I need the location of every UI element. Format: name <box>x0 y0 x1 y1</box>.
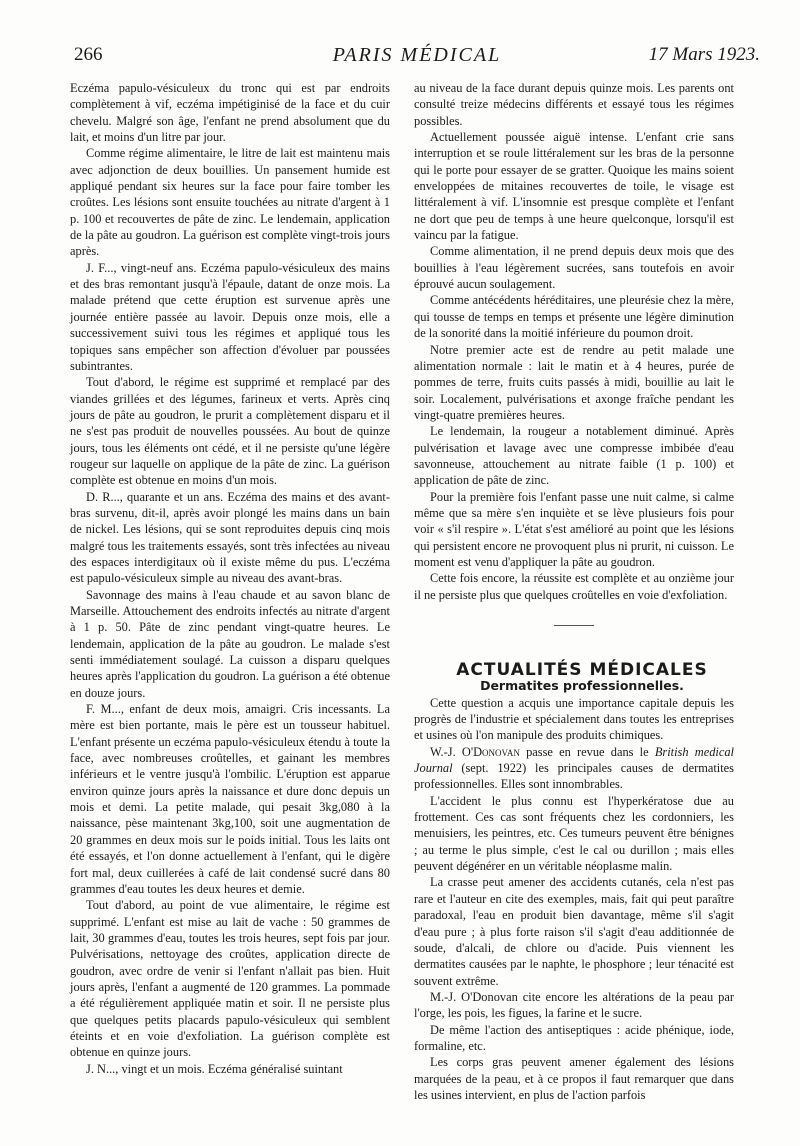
paragraph: au niveau de la face durant depuis quinze mois. Les parents ont consulté treize médecins différents et essayé tous les régimes possibles. <box>414 81 734 128</box>
paragraph: Comme alimentation, il ne prend depuis deux mois que des bouillies à l'eau légèrement sucrées, sans toutefois en avoir éprouvé aucun soulagement. <box>414 244 734 292</box>
section-subtitle: Dermatites professionnelles. <box>480 678 684 694</box>
paragraph: M.-J. O'Donovan cite encore les altérations de la peau par l'orge, les pois, les figues, la farine et le sucre. <box>414 989 734 1021</box>
paragraph: Tout d'abord, au point de vue alimentaire, le régime est supprimé. L'enfant est mise au lait de vache : 50 grammes de lait, 30 grammes d'eau, toutes les trois heures, sept fois par jour. Pulvérisations, nettoyage des croûtes, application directe de goudron, avec ordre de venir si l'enfant n'allait pas bien. Huit jours après, l'enfant a augmenté de 120 grammes. La pommade a été régulièrement appliquée matin et soir. Il ne persiste plus que quelques petits placards papulo-vésiculeux qui semblent éteints et en voie d'exfoliation. La guérison complète est obtenue en quinze jours. <box>70 898 390 1060</box>
text-run: passe en revue dans le <box>519 744 655 759</box>
paragraph: Savonnage des mains à l'eau chaude et au savon blanc de Marseille. Attouchement des endroits infectés au nitrate d'argent à 1 p. 50. Pâte de zinc pendant vingt-quatre heures. Le lendemain, application de la pâte au goudron. Le malade s'est senti immédiatement soulagé. La cuisson a disparu quelques heures après l'application du goudron. La guérison a été obtenue en douze jours. <box>70 587 390 700</box>
author-name: W.-J. O'Donovan <box>430 744 520 759</box>
paragraph: Comme régime alimentaire, le litre de lait est maintenu mais avec adjonction de deux bouillies. Un pansement humide est appliqué pendant six heures sur la face pour faire tomber les croûtes. Les lésions sont ensuite touchées au nitrate d'argent à 1 p. 100 et recouvertes de pâte de zinc. Le lendemain, application de la pâte au goudron. La guérison est complète vingt-trois jours après. <box>70 146 390 259</box>
paragraph: Actuellement poussée aiguë intense. L'enfant crie sans interruption et se roule littéralement sur les bras de la personne qui le porte pour essayer de se gratter. Quoique les mains soient enveloppées de mitaines recouvertes de toile, le visage est littéralement à vif. L'insomnie est presque complète et l'enfant ne dort que peu de temps à une heure quelconque, lorsqu'il est vaincu par la fatigue. <box>414 130 734 243</box>
page-number: 266 <box>74 44 103 65</box>
paragraph: F. M..., enfant de deux mois, amaigri. Cris incessants. La mère est bien portante, mais le père est un tousseur habituel. L'enfant présente un eczéma papulo-vésiculeux étendu à toute la face, avec nombreuses croûtelles, et gainant les membres inférieurs et le ventre jusqu'à l'ombilic. L'éruption est apparue environ quinze jours après la naissance et dure donc depuis un mois et demi. La petite malade, qui pesait 3kg,080 à la naissance, pèse maintenant 3kg,100, soit une augmentation de 20 grammes en deux mois sur le poids initial. Tous les laits ont été essayés, et l'on donne actuellement à l'enfant, qui le digère fort mal, deux cuillerées à café de lait condensé sucré dans 80 grammes d'eau toutes les deux heures et demie. <box>70 702 390 896</box>
paragraph: Les corps gras peuvent amener également des lésions marquées de la peau, et à ce propos il faut remarquer que dans les usines intervient, en plus de l'action parfois <box>414 1055 734 1102</box>
paragraph: Pour la première fois l'enfant passe une nuit calme, si calme même que sa mère s'en inquiète et se lève plusieurs fois pour voir « s'il respire ». L'état s'est amélioré au point que les lésions qui persistent encore ne provoquent plus ni prurit, ni cuisson. Le moment est venu d'appliquer la pâte au goudron. <box>414 489 734 569</box>
paragraph: L'accident le plus connu est l'hyperkératose due au frottement. Ces cas sont fréquents chez les cordonniers, les menuisiers, les peintres, etc. Ces tumeurs peuvent être bénignes ; au terme le plus simple, c'est le cal ou durillon ; mais elles peuvent dégénérer en un véritable néoplasme malin. <box>414 793 734 874</box>
page-header <box>74 44 760 74</box>
paragraph: Le lendemain, la rougeur a notablement diminué. Après pulvérisation et lavage avec une compresse imbibée d'eau savonneuse, attouchement au nitrate faible (1 p. 100) et application de pâte de zinc. <box>414 424 734 488</box>
paragraph: Notre premier acte est de rendre au petit malade une alimentation normale : lait le matin et à 4 heures, purée de pommes de terre, fruits cuits passés à midi, bouillie au lait le soir. Localement, pulvérisations et axonge fraîche pendant les vingt-quatre premières heures. <box>414 342 734 422</box>
paragraph: Cette question a acquis une importance capitale depuis les progrès de l'industrie et spécialement dans toutes les entreprises et usines où l'on manipule des produits chimiques. <box>414 695 734 743</box>
paragraph: J. F..., vingt-neuf ans. Eczéma papulo-vésiculeux des mains et des bras remontant jusqu'à l'épaule, datant de onze mois. La malade prétend que cette éruption est survenue après une journée entière passée au lavoir. Depuis onze mois, elle a successivement suivi tous les régimes et appliqué tous les topiques sans empêcher son affection d'évoluer par poussées subintrantes. <box>70 260 390 373</box>
paragraph <box>414 744 734 793</box>
cited-journal: British medical Journal <box>414 744 734 776</box>
paragraph: Comme antécédents héréditaires, une pleurésie chez la mère, qui tousse de temps en temps et présente une légère diminution de la sonorité dans la moitié inférieure du poumon droit. <box>414 293 734 341</box>
issue-date: 17 Mars 1923. <box>648 44 760 65</box>
paragraph: J. N..., vingt et un mois. Eczéma généralisé suintant <box>86 1061 343 1076</box>
paragraph: Eczéma papulo-vésiculeux du tronc qui est par endroits complètement à vif, eczéma impétiginisé de la face et du cuir chevelu. Malgré son âge, l'enfant ne prend absolument que du lait, et moins d'un litre par jour. <box>70 81 390 145</box>
section-divider <box>554 625 594 626</box>
journal-title: PARIS MÉDICAL <box>332 44 502 66</box>
paragraph: De même l'action des antiseptiques : acide phénique, iode, formaline, etc. <box>414 1022 734 1053</box>
left-column <box>70 80 390 1077</box>
text-run: (sept. 1922) les principales causes de dermatites professionnelles. Elles sont innombrables. <box>414 761 734 792</box>
paragraph: Tout d'abord, le régime est supprimé et remplacé par des viandes grillées et des légumes, farineux et verts. Après cinq jours de pâte au goudron, le prurit a complètement disparu et il ne s'est pas produit de nouvelles poussées. Au bout de quinze jours, tous les éléments ont cédé, et il ne persiste qu'une légère rougeur sur laquelle on applique de la pâte de zinc. La guérison complète est obtenue en moins d'un mois. <box>70 375 390 488</box>
right-column <box>414 80 734 1103</box>
section-title: ACTUALITÉS MÉDICALES <box>456 660 708 680</box>
paragraph: D. R..., quarante et un ans. Eczéma des mains et des avant-bras survenu, dit-il, après avoir plongé les mains dans un bain de nickel. Les lésions, qui se sont reproduites depuis cinq mois malgré tous les traitements essayés, sont très infectées au niveau des espaces interdigitaux où il existe même du pus. L'eczéma est papulo-vésiculeux simple au niveau des avant-bras. <box>70 489 390 586</box>
paragraph: La crasse peut amener des accidents cutanés, cela n'est pas rare et l'auteur en cite des exemples, mais, fait qui peut paraître paradoxal, l'eau en produit bien davantage, même s'il s'agit d'eau pure ; à plus forte raison s'il s'agit d'eau additionnée de soude, d'alcali, de chlore ou d'acide. Puis viennent les dermatites causées par le naphte, le phosphore ; leur ténacité est souvent extrême. <box>414 875 734 988</box>
paragraph: Cette fois encore, la réussite est complète et au onzième jour il ne persiste plus que quelques croûtelles en voie d'exfoliation. <box>414 571 734 602</box>
